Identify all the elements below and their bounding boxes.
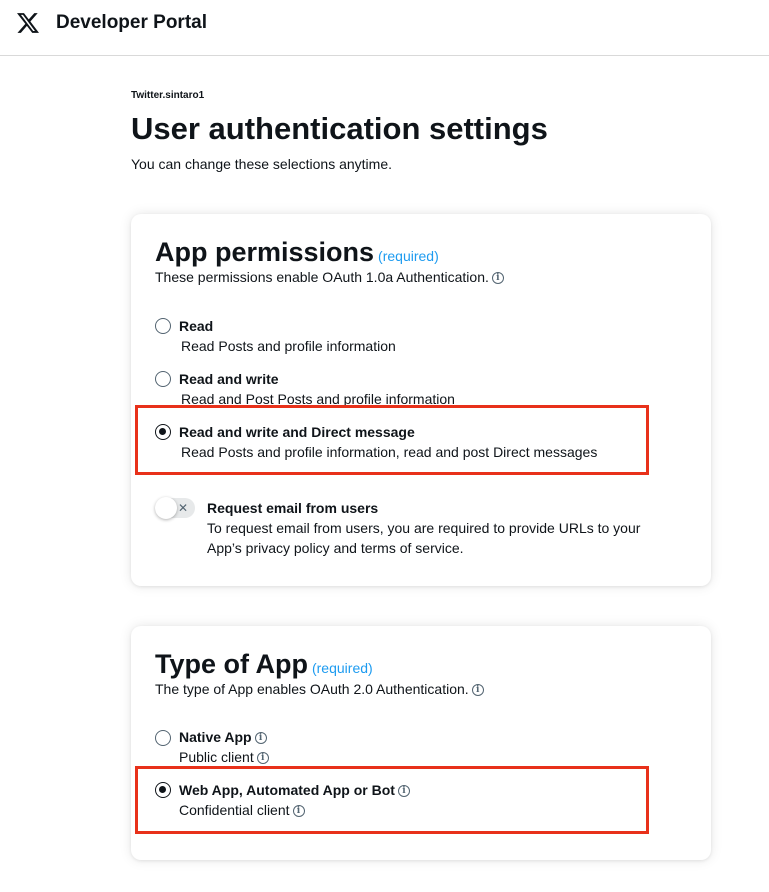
radio-read-write[interactable]: [155, 371, 171, 387]
info-icon[interactable]: i: [398, 785, 410, 797]
option-web-app-label[interactable]: Web App, Automated App or Bot i: [179, 782, 410, 798]
info-icon[interactable]: i: [472, 684, 484, 696]
option-native-app-label[interactable]: Native App i: [179, 729, 267, 745]
request-email-description-1: To request email from users, you are required to provide URLs to your: [207, 520, 641, 536]
option-read-description: Read Posts and profile information: [181, 338, 396, 354]
page-title: User authentication settings: [131, 111, 548, 146]
option-web-app-description: Confidential client i: [179, 802, 305, 818]
app-permissions-card: [131, 214, 711, 586]
highlight-box-app-type: [135, 766, 649, 834]
portal-title[interactable]: Developer Portal: [56, 12, 207, 33]
info-icon[interactable]: i: [492, 272, 504, 284]
info-icon[interactable]: i: [257, 752, 269, 764]
required-label: (required): [378, 248, 439, 264]
top-bar: [0, 0, 769, 56]
toggle-knob: [155, 497, 177, 519]
option-read-write-label[interactable]: Read and write: [179, 371, 279, 387]
info-icon[interactable]: i: [293, 805, 305, 817]
type-of-app-description: The type of App enables OAuth 2.0 Authentication. i: [155, 681, 484, 697]
request-email-description-2: App’s privacy policy and terms of service.: [207, 540, 464, 556]
highlight-box-permission: [135, 405, 649, 475]
option-read-write-description: Read and Post Posts and profile information: [181, 391, 455, 407]
close-icon: ✕: [178, 501, 189, 515]
option-read-write-dm-description: Read Posts and profile information, read and post Direct messages: [181, 444, 598, 460]
x-logo-icon[interactable]: [17, 12, 39, 34]
info-icon[interactable]: i: [255, 732, 267, 744]
radio-native-app[interactable]: [155, 730, 171, 746]
app-permissions-description: These permissions enable OAuth 1.0a Authentication. i: [155, 269, 504, 285]
option-read-write-dm-label[interactable]: Read and write and Direct message: [179, 424, 415, 440]
radio-read[interactable]: [155, 318, 171, 334]
required-label: (required): [311, 660, 373, 676]
page-subtitle: You can change these selections anytime.: [131, 156, 392, 172]
breadcrumb[interactable]: Twitter.sintaro1: [131, 90, 205, 101]
request-email-label[interactable]: Request email from users: [207, 500, 379, 516]
request-email-toggle[interactable]: [155, 498, 195, 518]
app-permissions-title: App permissions (required): [155, 237, 439, 267]
type-of-app-title: Type of App (required): [155, 649, 373, 679]
option-read-label[interactable]: Read: [179, 318, 214, 334]
option-native-app-description: Public client i: [179, 749, 269, 765]
